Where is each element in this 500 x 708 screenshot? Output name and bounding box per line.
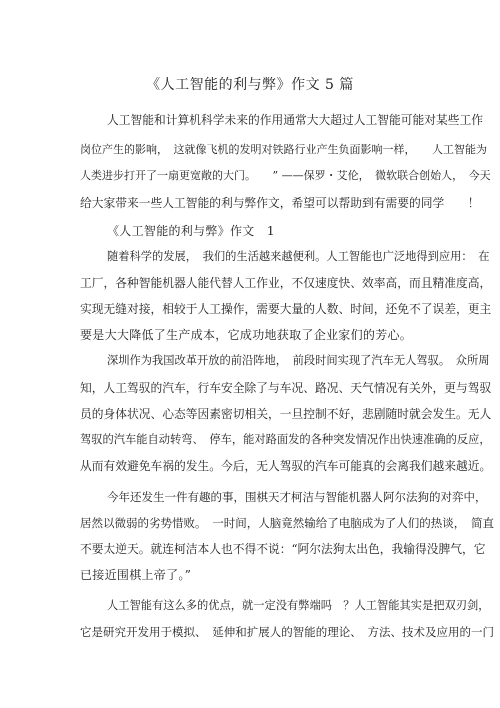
paragraph-line: 它是研究开发用于模拟、 延伸和扩展人的智能的理论、 方法、技术及应用的一门 xyxy=(80,625,494,639)
paragraph-line: 知，人工驾驭的汽车，行车安全除了与车况、路况、天气情况有关外，更与驾驭 xyxy=(80,381,492,395)
paragraph-line: 驾驭的汽车能自动转弯、 停车，能对路面发的各种突发情况作出快速准确的反应， xyxy=(80,433,491,446)
paragraph-line: 随着科学的发展， 我们的生活越来越便利。人工智能也广泛地得到应用： 在 xyxy=(107,250,490,263)
paragraph-line: 今年还发生一件有趣的事，围棋天才柯洁与智能机器人阿尔法狗的对弈中， xyxy=(107,490,487,504)
paragraph-line: 人工智能和计算机科学未来的作用通常大大超过人工智能可能对某些工作 xyxy=(107,113,483,127)
paragraph-line: 要是大大降低了生产成本，它成功地获取了企业家们的芳心。 xyxy=(80,328,413,342)
document-title: 《人工智能的利与弊》作文 5 篇 xyxy=(146,77,354,93)
section-heading: 《人工智能的利与弊》作文 1 xyxy=(107,224,275,238)
paragraph-line: 深圳作为我国改革开放的前沿阵地， 前段时间实现了汽车无人驾驭。 众所周 xyxy=(107,354,490,367)
paragraph-line: 人类进步打开了一扇更宽敞的大门。 ” ——保罗・艾伦， 微软联合创始人， 今天 xyxy=(80,169,491,182)
paragraph-line: 员的身体状况、心态等因素密切相关，一旦控制不好，悲剧随时就会发生。无人 xyxy=(80,407,492,421)
paragraph-line: 从而有效避免车祸的发生。今后，无人驾驭的汽车可能真的会离我们越来越近。 xyxy=(80,459,492,473)
paragraph-line: 不要太逆天。就连柯洁本人也不得不说：“阿尔法狗太出色，我输得没脾气，它 xyxy=(80,542,486,556)
paragraph-line: 居然以微弱的劣势惜败。 一时间，人脑竟然输给了电脑成为了人们的热谈， 简直 xyxy=(80,516,494,530)
paragraph-line: 岗位产生的影响， 这就像飞机的发明对铁路行业产生负面影响一样， 人工智能为 xyxy=(80,143,487,156)
paragraph-line: 实现无缝对接，相较于人工操作，需要大量的人数、时间，还免不了误差，更主 xyxy=(80,302,492,316)
paragraph-line: 人工智能有这么多的优点，就一定没有弊端吗 ？人工智能其实是把双刃剑， xyxy=(107,599,490,612)
paragraph-line: 已接近围棋上帝了。” xyxy=(80,568,192,582)
paragraph-line: 给大家带来一些人工智能的利与弊作文，希望可以帮助到有需要的同学 ！ xyxy=(80,196,480,210)
paragraph-line: 工厂，各种智能机器人能代替人工作业，不仅速度快、效率高，而且精准度高， xyxy=(80,276,492,290)
